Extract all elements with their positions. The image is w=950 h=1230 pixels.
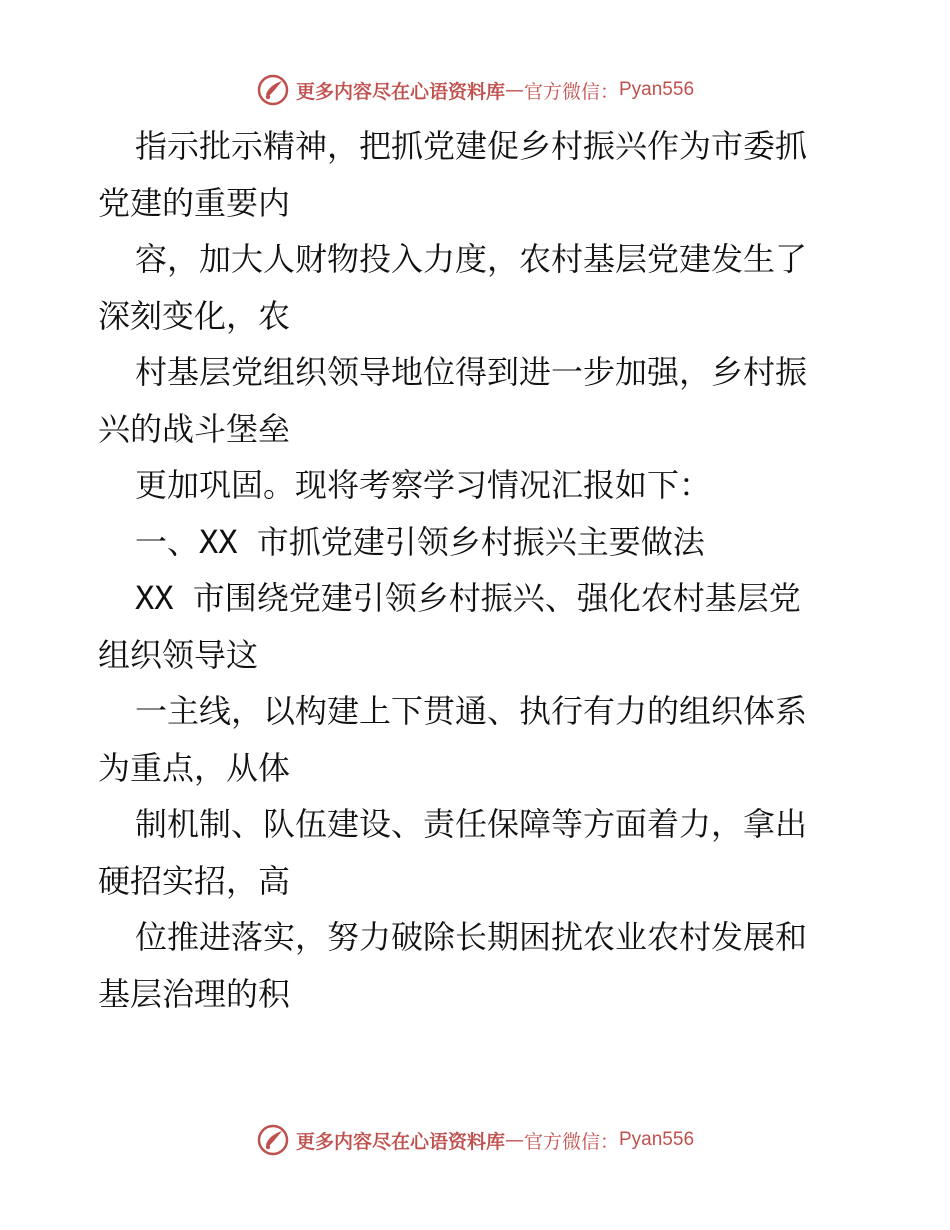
body-line: 制机制、队伍建设、责任保障等方面着力，拿出 <box>135 805 808 843</box>
body-line: 基层治理的积 <box>98 974 291 1013</box>
body-line: 村基层党组织领导地位得到进一步加强，乡村振 <box>135 353 808 391</box>
brush-heart-icon <box>256 1123 290 1157</box>
header-separator: — <box>504 79 524 101</box>
document-body <box>98 118 878 1022</box>
footer-banner[interactable] <box>0 1120 950 1160</box>
body-line: 兴的战斗堡垒 <box>98 409 291 448</box>
body-line: 更加巩固。现将考察学习情况汇报如下： <box>135 466 712 504</box>
body-line: 一主线，以构建上下贯通、执行有力的组织体系 <box>135 692 808 730</box>
header-wechat-id: Pyan556 <box>619 79 695 100</box>
body-line: 位推进落实，努力破除长期困扰农业农村发展和 <box>135 918 808 956</box>
body-line: 硬招实招，高 <box>98 861 291 900</box>
header-brand-text: 更多内容尽在心语资料库 <box>295 80 505 103</box>
body-line: 党建的重要内 <box>98 183 291 222</box>
body-line: 深刻变化，农 <box>98 296 291 335</box>
header-banner[interactable] <box>0 70 950 110</box>
header-wechat-label: 官方微信： <box>523 80 619 103</box>
brush-heart-icon <box>256 73 290 107</box>
body-line: 组织领导这 <box>98 635 259 674</box>
body-line: 指示批示精神，把抓党建促乡村振兴作为市委抓 <box>135 127 808 165</box>
body-line: 容，加大人财物投入力度，农村基层党建发生了 <box>135 240 808 278</box>
footer-separator: — <box>504 1129 524 1151</box>
body-line: XX 市围绕党建引领乡村振兴、强化农村基层党 <box>135 579 801 617</box>
footer-wechat-label: 官方微信： <box>523 1130 619 1153</box>
footer-wechat-id: Pyan556 <box>619 1129 695 1150</box>
body-line: 为重点，从体 <box>98 748 291 787</box>
body-line: 一、XX 市抓党建引领乡村振兴主要做法 <box>135 522 705 561</box>
footer-brand-text: 更多内容尽在心语资料库 <box>295 1130 505 1153</box>
